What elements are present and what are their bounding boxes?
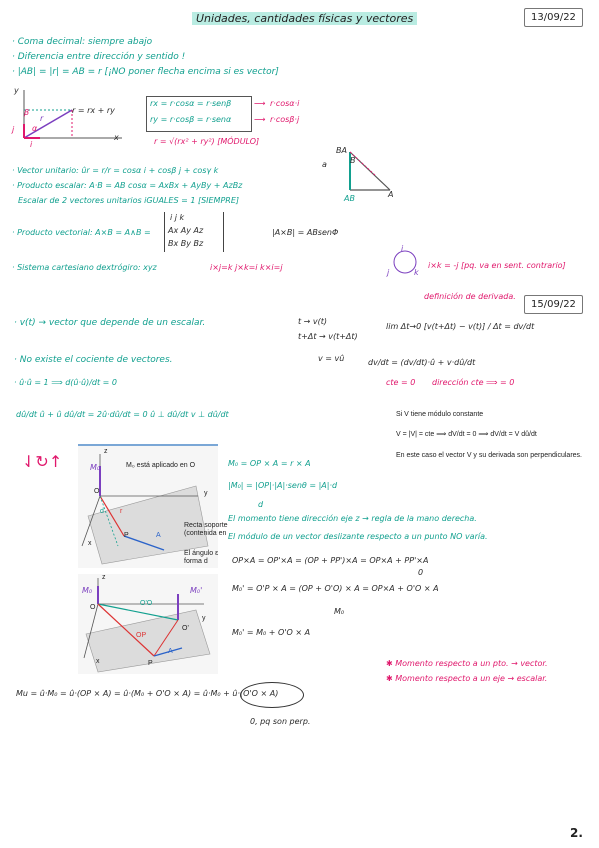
mu-equation: Mu = û·M₀ = û·(OP × A) = û·(M₀ + O'O × A) = û·M₀ + û·(O'O × A) [16, 689, 279, 698]
cross-modulus: |A×B| = ABsenΦ [272, 228, 339, 237]
fig1-recta2: (contenida en [184, 530, 227, 537]
fig1-o: O [94, 488, 100, 495]
derivative-eq: dû/dt û + û dû/dt = 2û·dû/dt = 0 û ⊥ dû/dt v ⊥ dû/dt [16, 410, 229, 419]
d1-beta: β [24, 108, 30, 117]
cycle-circle [394, 251, 416, 273]
page-number: 2. [570, 826, 583, 840]
typed-line-3: En este caso el vector V y su derivada son perpendiculares. [396, 452, 582, 459]
title-text: Unidades, cantidades físicas y vectores [192, 12, 417, 25]
fig2-y: y [202, 615, 206, 622]
fig1-p: P [124, 532, 129, 539]
arrow-2: ⟶ [254, 115, 266, 124]
vt-line: · v(t) → vector que depende de un escalar. [14, 318, 206, 328]
vector-components-diagram [10, 86, 130, 148]
ry-result: r·cosβ·j [270, 115, 300, 124]
moment-d: d [258, 500, 264, 509]
fig2-o2: O' [182, 625, 189, 632]
scalar-product-line: · Producto escalar: A·B = AB cosα = AxBx + AyBy + AzBz [12, 181, 243, 190]
typed-line-1: Si V tiene módulo constante [396, 411, 484, 418]
scalar-unit-line: Escalar de 2 vectores unitarios iGUALES = 1 [SIEMPRE] [18, 196, 240, 205]
fig2-o: O [90, 604, 96, 611]
fig2-mo: M₀ [82, 586, 93, 595]
fig1-mo-text: M₀ está aplicado en O [126, 462, 196, 469]
moment-modulus: |M₀| = |OP|·|A|·senθ = |A|·d [228, 481, 338, 490]
dextro-contrary: i×k = -j [pq. va en sent. contrario] [428, 261, 566, 270]
limit-formula: lim Δt→0 [v(t+Δt) − v(t)] / Δt = dv/dt [386, 322, 535, 331]
fig1-y: y [204, 490, 208, 497]
moment-def: M₀ = OP × A = r × A [228, 459, 311, 468]
tri-AB: AB [344, 194, 355, 203]
fig2-a: A [168, 648, 173, 655]
modulus-formula: r = √(rx² + ry²) [MÓDULO] [154, 137, 260, 146]
d1-i-label: i [30, 140, 33, 149]
uu-line: · û·û = 1 ⟹ d(û·û)/dt = 0 [14, 378, 117, 387]
fig2-op: OP [136, 632, 147, 639]
note-point: ✱ Momento respecto a un pto. → vector. [386, 659, 548, 668]
rx-result: r·cosα·i [270, 99, 300, 108]
fig2-x: x [96, 658, 100, 665]
fig2-z: z [102, 574, 106, 581]
d1-r-sum: r = rx + ry [72, 106, 115, 115]
cte-zero: cte = 0 [386, 378, 416, 387]
dvdt-formula: dv/dt = (dv/dt)·û + v·dû/dt [368, 358, 476, 367]
fig2-mo2: M₀' [190, 586, 203, 595]
dextro-rules: i×j=k j×k=i k×i=j [210, 263, 283, 272]
t-map-1: t → v(t) [298, 317, 328, 326]
fig1-z: z [104, 448, 108, 455]
fig1-recta: Recta soporte [184, 522, 228, 529]
d1-x-label: x [114, 133, 119, 142]
date-badge-2: 15/09/22 [524, 295, 583, 314]
moment-eq-2: M₀' = O'P × A = (OP + O'O) × A = OP×A + O'O × A [232, 584, 439, 593]
fig1-a: A [156, 532, 161, 539]
typed-line-2: V = |V| = cte ⟹ dV/dt = 0 ⟹ dV/dt = V dû/dt [396, 431, 537, 438]
page-title [192, 12, 417, 25]
note-axis: ✱ Momento respecto a un eje → escalar. [386, 674, 548, 683]
date-badge-1: 13/09/22 [524, 8, 583, 27]
derivative-def: definición de derivada. [424, 292, 516, 301]
cycle-j: j [387, 268, 390, 277]
mu-circle [240, 682, 304, 708]
note-decimal: · Coma decimal: siempre abajo [12, 37, 153, 47]
arrow-1: ⟶ [254, 99, 266, 108]
fig1-mo: M₀ [90, 463, 101, 472]
fig2-oo-vector [98, 604, 178, 620]
fig1-angulo2: forma d [184, 558, 208, 565]
d1-r-label: r [40, 114, 44, 123]
fig1-r: r [120, 508, 123, 515]
d1-alpha: α [32, 124, 38, 133]
moment-eq-3: M₀' = M₀ + O'O × A [232, 628, 311, 637]
no-quotient-line: · No existe el cociente de vectores. [14, 355, 173, 365]
vector-product-line: · Producto vectorial: A×B = A∧B = [12, 228, 151, 237]
rx-formula: rx = r·cosα = r·senβ [150, 99, 232, 108]
det-row-1: i j k [170, 213, 185, 222]
det-row-2: Ax Ay Az [168, 226, 204, 235]
note-direction: · Diferencia entre dirección y sentido ! [12, 52, 186, 62]
moment-eq-1: OP×A = OP'×A = (OP + PP')×A = OP×A + PP'×A [232, 556, 429, 565]
d1-y-label: y [14, 86, 19, 95]
tri-BA: BA [336, 146, 347, 155]
rotation-icon: ⇃↻↑ [22, 452, 63, 471]
unit-vector-line: · Vector unitario: ûr = r/r = cosα i + cosβ j + cosγ k [12, 166, 219, 175]
cycle-i: i [401, 244, 404, 253]
ry-formula: ry = r·cosβ = r·senα [150, 115, 232, 124]
cycle-k: k [414, 268, 419, 277]
mu-zero-note: 0, pq son perp. [250, 717, 311, 726]
note-module: · |AB| = |r| = AB = r [¡NO poner flecha encima si es vector] [12, 67, 279, 77]
det-row-3: Bx By Bz [168, 239, 204, 248]
d1-j-label: j [12, 125, 15, 134]
dextro-line: · Sistema cartesiano dextrógiro: xyz [12, 263, 157, 272]
v-vu: v = vû [318, 354, 345, 363]
moment-direction: El momento tiene dirección eje z → regla de la mano derecha. [228, 514, 477, 523]
fig2-p: P [148, 660, 153, 667]
tri-B: B [350, 156, 356, 165]
moment-eq-2-m0: M₀ [334, 607, 345, 616]
fig1-angulo: El ángulo ε [184, 550, 219, 557]
tri-a: a [322, 160, 327, 169]
t-map-2: t+Δt → v(t+Δt) [298, 332, 358, 341]
fig1-x: x [88, 540, 92, 547]
tri-A: A [388, 190, 394, 199]
moment-eq-1-zero: 0 [418, 568, 424, 577]
fig1-d: d [100, 508, 104, 515]
dir-cte: dirección cte ⟹ = 0 [432, 378, 515, 387]
moment-slide: El módulo de un vector deslizante respecto a un punto NO varía. [228, 532, 488, 541]
fig2-oo: O'O [140, 600, 153, 607]
